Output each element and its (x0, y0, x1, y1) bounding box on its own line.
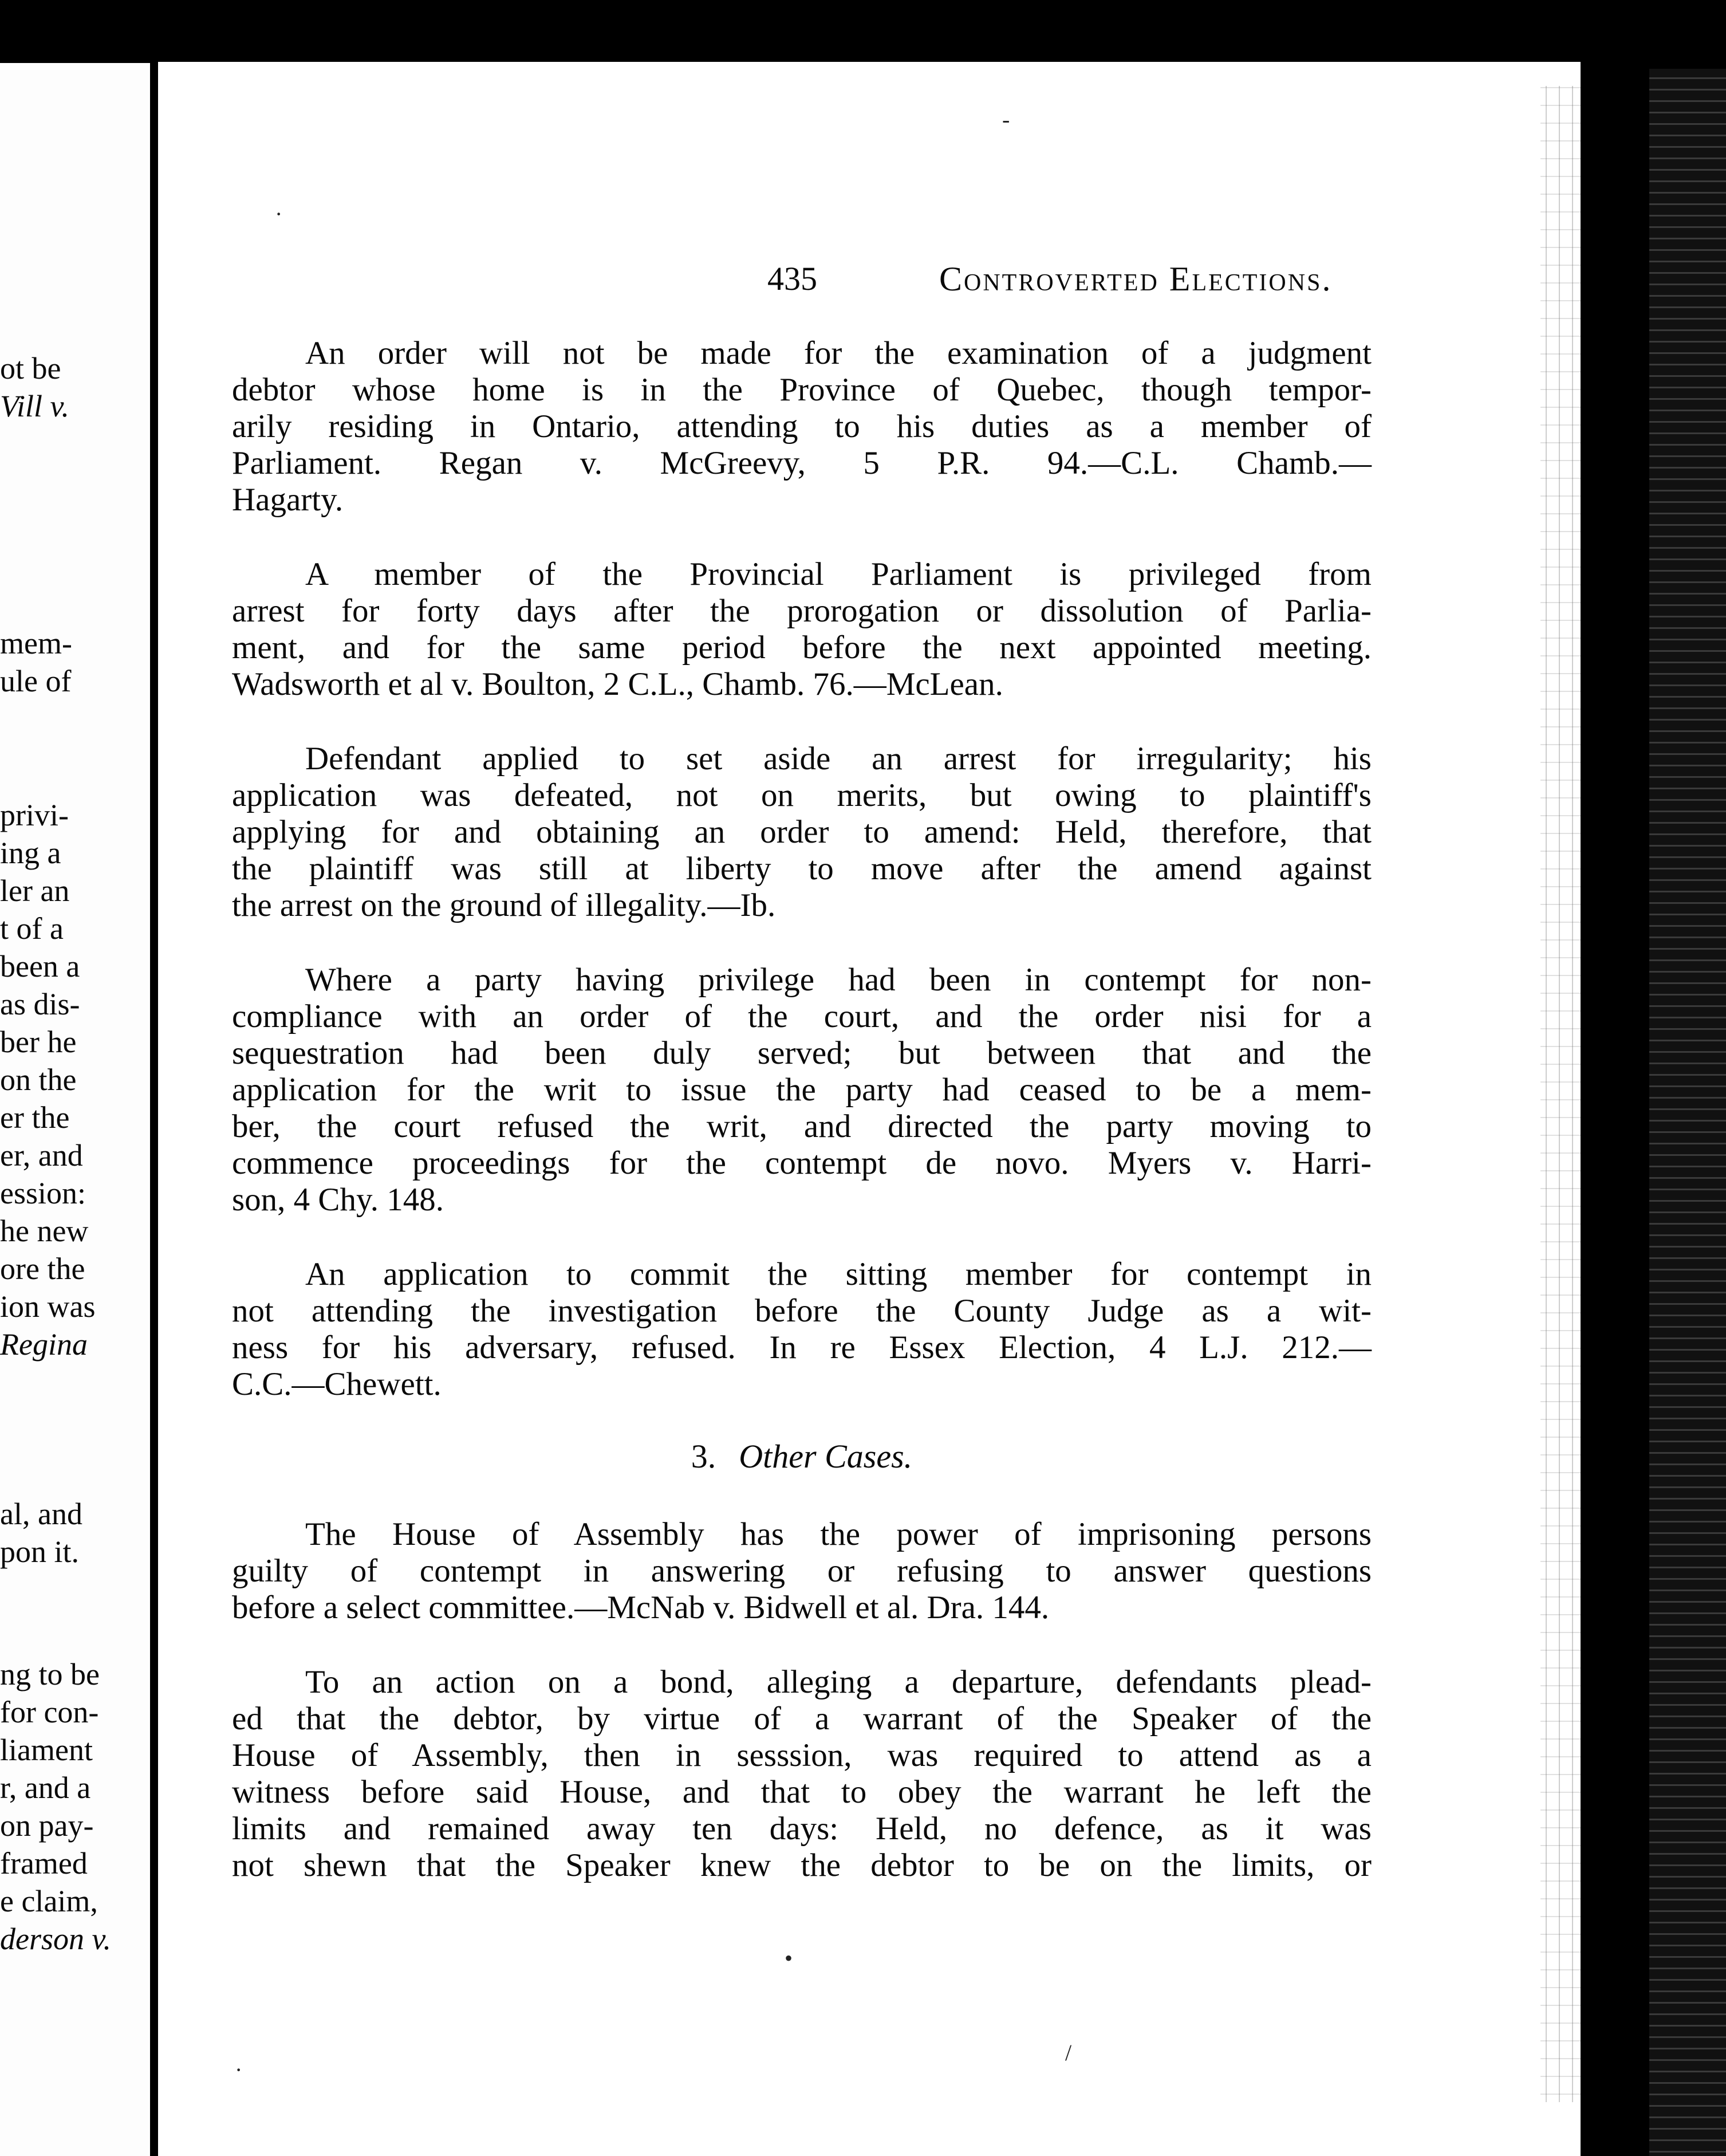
page-body (232, 335, 1372, 1922)
text-line: ment, and for the same period before the next appointed meeting. (232, 630, 1372, 666)
text-line: application for the writ to issue the party had ceased to be a mem- (232, 1072, 1372, 1108)
text-line: debtor whose home is in the Province of Quebec, though tempor- (232, 372, 1372, 408)
text-line: Where a party having privilege had been in contempt for non- (305, 962, 1372, 998)
text-line: the plaintiff was still at liberty to move after the amend against (232, 851, 1372, 887)
scan-speck: • (785, 1945, 793, 1971)
text-line: Defendant applied to set aside an arrest for irregularity; his (305, 741, 1372, 777)
text-line: arrest for forty days after the prorogation or dissolution of Parlia- (232, 593, 1372, 629)
text-line: Wadsworth et al v. Boulton, 2 C.L., Chamb. 76.—McLean. (232, 666, 1003, 702)
page-edge-shadow (1649, 69, 1726, 2156)
text-line: witness before said House, and that to obey the warrant he left the (232, 1774, 1372, 1810)
paragraph-4 (232, 962, 1372, 1218)
text-line: before a select committee.—McNab v. Bidwell et al. Dra. 144. (232, 1590, 1050, 1626)
text-line: The House of Assembly has the power of imprisoning persons (305, 1516, 1372, 1552)
page-number: 435 (767, 260, 817, 297)
text-line: To an action on a bond, alleging a departure, defendants plead- (305, 1664, 1372, 1700)
text-line: application was defeated, not on merits, but owing to plaintiff's (232, 777, 1372, 813)
running-title: Controverted Elections. (939, 260, 1333, 298)
text-line: limits and remained away ten days: Held, no defence, as it was (232, 1811, 1372, 1847)
paragraph-6 (232, 1516, 1372, 1626)
text-line: son, 4 Chy. 148. (232, 1182, 444, 1218)
section-title: Other Cases. (739, 1438, 913, 1475)
facing-fragment-4: al, and pon it. (0, 1497, 82, 1569)
text-line: ber, the court refused the writ, and directed the party moving to (232, 1108, 1372, 1144)
text-line: commence proceedings for the contempt de novo. Myers v. Harri- (232, 1145, 1372, 1181)
paragraph-2 (232, 556, 1372, 703)
text-line: A member of the Provincial Parliament is privileged from (305, 556, 1372, 592)
text-line: applying for and obtaining an order to amend: Held, therefore, that (232, 814, 1372, 850)
text-line: An application to commit the sitting member for contempt in (305, 1256, 1372, 1292)
text-line: An order will not be made for the examination of a judgment (305, 335, 1372, 371)
scan-speck: / (1065, 2040, 1072, 2065)
scan-speck: · (275, 201, 283, 227)
text-line: Hagarty. (232, 482, 344, 518)
paragraph-5 (232, 1256, 1372, 1403)
section-heading (232, 1438, 1372, 1475)
text-line: arily residing in Ontario, attending to his duties as a member of (232, 408, 1372, 444)
text-line: not attending the investigation before the County Judge as a wit- (232, 1293, 1372, 1329)
scan-speck: · (235, 2057, 243, 2083)
scan-speck: - (1002, 107, 1010, 132)
facing-page-margin (0, 63, 150, 2156)
paragraph-1 (232, 335, 1372, 518)
facing-fragment-3: privi- ing a ler an t of a been a as dis- ber he on the er the er, and ession: he new ore the ion was Regina (0, 798, 96, 1362)
text-line: ness for his adversary, refused. In re Essex Election, 4 L.J. 212.— (232, 1329, 1372, 1366)
facing-fragment-2: mem- ule of (0, 626, 72, 698)
text-line: compliance with an order of the court, and the order nisi for a (232, 998, 1372, 1034)
text-line: ed that the debtor, by virtue of a warrant of the Speaker of the (232, 1701, 1372, 1737)
facing-fragment-5: ng to be for con- liament r, and a on pay- framed e claim, derson v. (0, 1657, 111, 1956)
facing-fragment-1: ot be Vill v. (0, 351, 69, 423)
section-number: 3. (691, 1438, 716, 1475)
text-line: guilty of contempt in answering or refusing to answer questions (232, 1553, 1372, 1589)
paragraph-7 (232, 1664, 1372, 1884)
paragraph-3 (232, 741, 1372, 924)
text-line: not shewn that the Speaker knew the debtor to be on the limits, or (232, 1847, 1372, 1883)
text-line: Parliament. Regan v. McGreevy, 5 P.R. 94.—C.L. Chamb.— (232, 445, 1372, 481)
text-line: the arrest on the ground of illegality.—Ib. (232, 887, 776, 923)
text-line: sequestration had been duly served; but between that and the (232, 1035, 1372, 1071)
text-line: House of Assembly, then in sesssion, was required to attend as a (232, 1737, 1372, 1773)
text-line: C.C.—Chewett. (232, 1366, 442, 1402)
